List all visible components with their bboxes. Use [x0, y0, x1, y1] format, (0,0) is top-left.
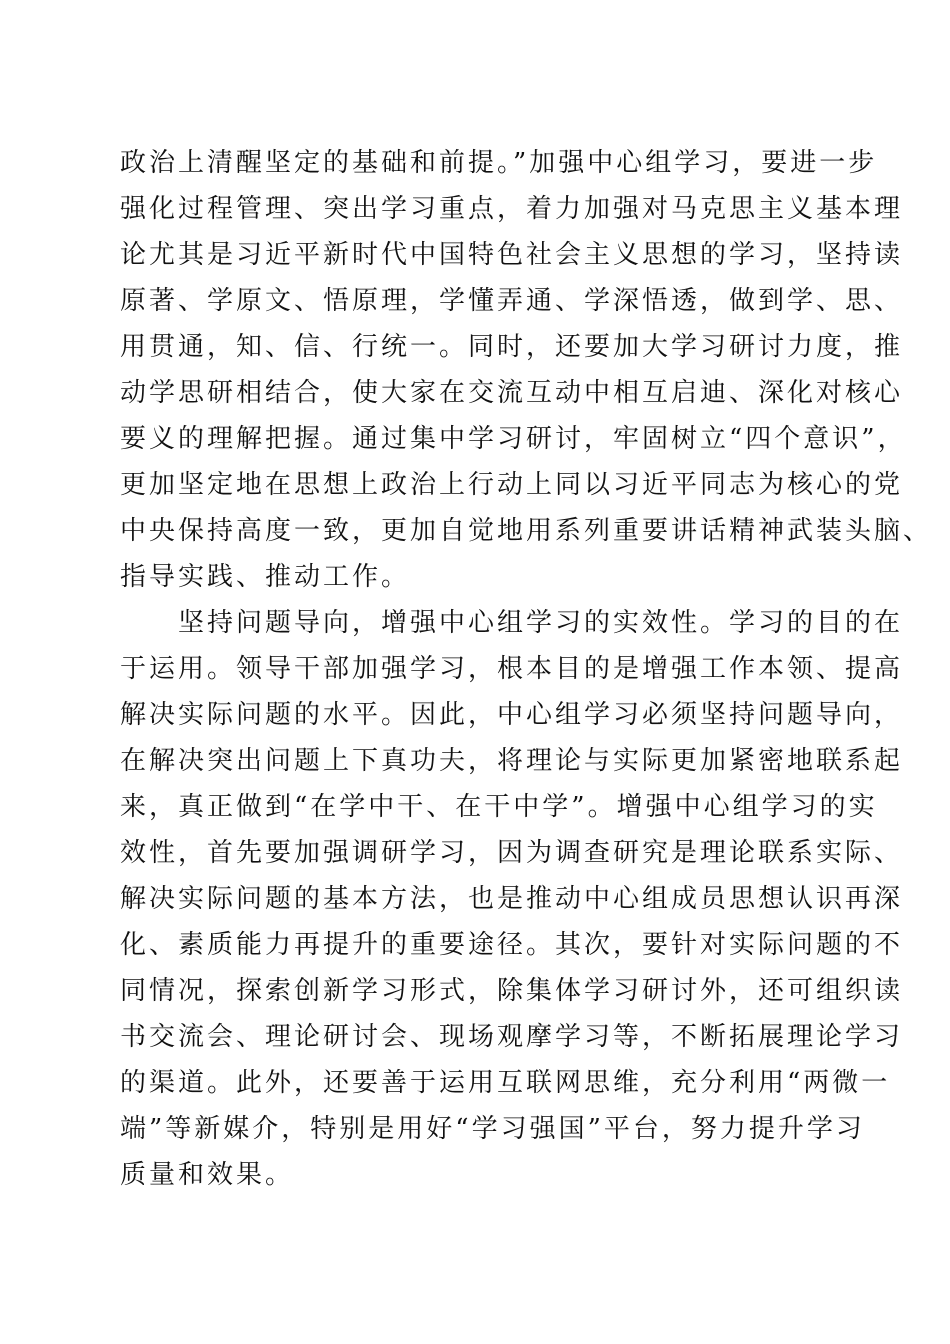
paragraph-2-line: 的渠道。此外，还要善于运用互联网思维，充分利用“两微一: [120, 1068, 891, 1098]
paragraph-2-line: 效性，首先要加强调研学习，因为调查研究是理论联系实际、: [120, 838, 904, 868]
paragraph-2-line: 化、素质能力再提升的重要途径。其次，要针对实际问题的不: [120, 930, 904, 960]
paragraph-1-line: 要义的理解把握。通过集中学习研讨，牢固树立“四个意识”，: [120, 424, 907, 454]
paragraph-2-line: 解决实际问题的水平。因此，中心组学习必须坚持问题导向，: [120, 700, 904, 730]
paragraph-1-line: 强化过程管理、突出学习重点，着力加强对马克思主义基本理: [120, 194, 904, 224]
paragraph-2-line: 同情况，探索创新学习形式，除集体学习研讨外，还可组织读: [120, 976, 904, 1006]
paragraph-1-line: 用贯通，知、信、行统一。同时，还要加大学习研讨力度，推: [120, 332, 904, 362]
paragraph-2-line: 书交流会、理论研讨会、现场观摩学习等，不断拓展理论学习: [120, 1022, 904, 1052]
paragraph-1-line: 中央保持高度一致，更加自觉地用系列重要讲话精神武装头脑、: [120, 516, 933, 546]
paragraph-2-line: 端”等新媒介，特别是用好“学习强国”平台，努力提升学习: [120, 1114, 865, 1144]
paragraph-2-first-line: 坚持问题导向，增强中心组学习的实效性。学习的目的在: [178, 608, 904, 638]
paragraph-2-line: 解决实际问题的基本方法，也是推动中心组成员思想认识再深: [120, 884, 904, 914]
paragraph-1-line: 政治上清醒坚定的基础和前提。”加强中心组学习，要进一步: [120, 148, 878, 178]
paragraph-1-line: 动学思研相结合，使大家在交流互动中相互启迪、深化对核心: [120, 378, 904, 408]
paragraph-2-line: 在解决突出问题上下真功夫，将理论与实际更加紧密地联系起: [120, 746, 904, 776]
paragraph-1: [120, 140, 933, 600]
paragraph-1-line: 指导实践、推动工作。: [120, 562, 411, 592]
paragraph-1-line: 更加坚定地在思想上政治上行动上同以习近平同志为核心的党: [120, 470, 904, 500]
paragraph-2-line: 质量和效果。: [120, 1160, 295, 1190]
document-body: [120, 140, 933, 1198]
paragraph-1-line: 论尤其是习近平新时代中国特色社会主义思想的学习，坚持读: [120, 240, 904, 270]
paragraph-2: [120, 600, 904, 1198]
paragraph-2-line: 于运用。领导干部加强学习，根本目的是增强工作本领、提高: [120, 654, 904, 684]
paragraph-2-line: 来，真正做到“在学中干、在干中学”。增强中心组学习的实: [120, 792, 878, 822]
paragraph-1-line: 原著、学原文、悟原理，学懂弄通、学深悟透，做到学、思、: [120, 286, 904, 316]
